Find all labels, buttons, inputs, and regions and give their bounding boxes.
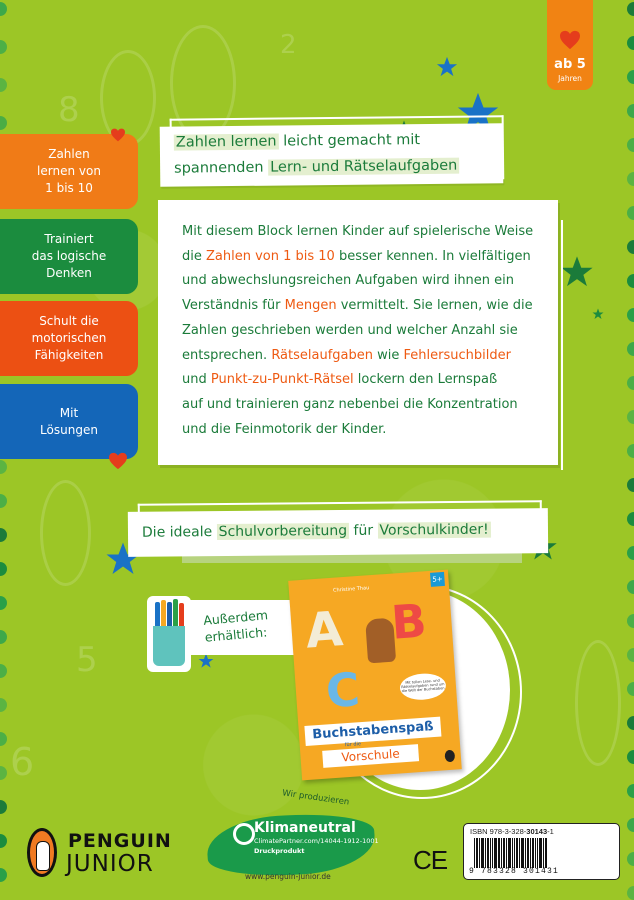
headline-text: spannenden [174, 159, 269, 177]
isbn-suffix: -1 [547, 827, 554, 836]
book-title-sub: für die [344, 741, 362, 749]
emphasis: Rätselaufgaben [271, 347, 373, 363]
headline-line-1 [174, 132, 420, 151]
also-line-1: Außerdem [202, 607, 269, 628]
description-line: und abwechslungsreichen Aufgaben wird ihnen ein [182, 273, 515, 289]
emphasis: Fehlersuchbilder [403, 347, 511, 363]
isbn-prefix: ISBN 978-3-328- [470, 827, 527, 836]
ghost-digit-2: 2 [280, 30, 297, 60]
tab-line: Mit [59, 405, 79, 420]
book-author: Christine Thau [332, 585, 370, 594]
tab-line: Lösungen [40, 422, 98, 437]
age-value: ab 5 [554, 57, 586, 72]
book-cover-buchstabenspass[interactable] [288, 570, 462, 781]
book-title-end: Vorschule [322, 744, 419, 768]
emphasis: Mengen [284, 298, 337, 314]
star-icon [592, 308, 604, 320]
text: die [182, 248, 206, 264]
heart-icon [559, 30, 581, 50]
publisher-website[interactable]: www.penguin-junior.de [245, 872, 331, 881]
isbn-bold: 30143 [526, 827, 548, 836]
penguin-logo-icon [27, 828, 57, 877]
emphasis: Punkt-zu-Punkt-Rätsel [210, 372, 354, 388]
book-blurb: Mit tollen Lese- und Rätselaufgaben rund um die Welt der Buchstaben [399, 672, 447, 701]
star-icon [198, 653, 214, 669]
ghost-loop [100, 50, 156, 146]
feature-tab-logic [0, 219, 138, 294]
feature-tab-solutions [0, 384, 138, 459]
ghost-digit-8: 8 [58, 90, 80, 130]
pencil-cup-icon [147, 596, 191, 672]
description-line [182, 294, 552, 319]
climate-sub: Druckprodukt [254, 847, 305, 855]
climate-pretext: Wir produzieren [281, 788, 350, 808]
text: Verständnis für [182, 298, 285, 314]
tab-line: motorischen [31, 331, 107, 345]
heart-icon [108, 452, 128, 470]
also-available-text [203, 606, 270, 646]
headline-text: leicht gemacht mit [278, 132, 421, 150]
description-line: auf und trainieren ganz nebenbei die Konzentration [182, 396, 518, 412]
text: lockern den Lernspaß [353, 372, 498, 388]
tab-line: Trainiert [44, 232, 94, 246]
book-letter-b: B [389, 593, 429, 650]
climate-partner-icon [233, 823, 255, 845]
description-text [182, 220, 552, 442]
text: Die ideale [141, 524, 217, 541]
climate-title: Klimaneutral [254, 820, 356, 836]
tab-line: Fähigkeiten [34, 348, 104, 362]
book-letter-c: C [324, 662, 362, 719]
age-badge [547, 0, 593, 90]
isbn-label [470, 827, 554, 836]
emphasis: Zahlen von 1 bis 10 [206, 248, 335, 264]
ghost-digit-5: 5 [76, 640, 98, 680]
barcode [474, 838, 559, 868]
cup [153, 626, 185, 666]
ghost-loop [575, 640, 621, 766]
description-line [182, 344, 552, 369]
tab-line: das logische [31, 249, 107, 263]
tagline-highlight: Vorschulkinder! [379, 521, 489, 539]
text: entsprechen. [182, 347, 272, 363]
description-line [182, 245, 552, 270]
publisher-imprint: JUNIOR [66, 851, 154, 877]
feature-tab-motor-skills [0, 301, 138, 376]
star-icon [560, 255, 594, 289]
isbn-digits: 9 783328 301431 [469, 867, 560, 876]
age-unit: Jahren [558, 74, 582, 83]
also-line-2: erhältlich: [204, 624, 268, 645]
text: besser kennen. In vielfältigen [334, 248, 531, 264]
description-line: Mit diesem Block lernen Kinder auf spielerische Weise [182, 224, 534, 239]
tab-line: Schult die [39, 314, 99, 328]
tab-line: 1 bis 10 [45, 181, 93, 195]
tab-line: lernen von [37, 164, 101, 178]
tab-line: Zahlen [48, 147, 90, 161]
headline-highlight: Lern- und Rätselaufgaben [270, 157, 458, 176]
ghost-loop [40, 480, 91, 586]
tagline-text [142, 522, 491, 541]
headline-highlight: Zahlen lernen [175, 133, 277, 151]
description-line: Zahlen geschrieben werden und welcher Anzahl sie [182, 322, 518, 338]
star-icon [436, 56, 458, 78]
tab-line: Denken [46, 266, 92, 280]
penguin-body [36, 841, 50, 871]
ghost-digit-6: 6 [10, 740, 35, 784]
text: und [182, 372, 211, 388]
feature-tab-numbers [0, 134, 138, 209]
description-line: und die Feinmotorik der Kinder. [182, 421, 387, 437]
book-letter-a: A [303, 601, 345, 660]
text: vermittelt. Sie lernen, wie die [336, 298, 533, 314]
book-age-badge: 5+ [430, 572, 445, 587]
card-outline [551, 220, 563, 470]
headline-card [160, 123, 504, 187]
isbn-barcode [463, 823, 620, 880]
publisher-name: PENGUIN [68, 830, 172, 852]
tagline-highlight: Schulvorbereitung [218, 522, 348, 541]
tagline-card [128, 508, 548, 557]
penguin-mini-logo [444, 750, 455, 763]
text: für [348, 522, 378, 539]
description-line [182, 368, 552, 393]
climate-url: ClimatePartner.com/14044-1912-1001 [254, 837, 379, 845]
right-edge-dots [627, 0, 634, 900]
headline-line-2 [174, 158, 459, 177]
ce-mark: CE [413, 845, 448, 875]
heart-icon [110, 128, 126, 142]
description-card [158, 200, 558, 465]
book-title: Buchstabenspaß [304, 717, 441, 746]
pencil [173, 599, 178, 629]
text: wie [373, 347, 404, 363]
